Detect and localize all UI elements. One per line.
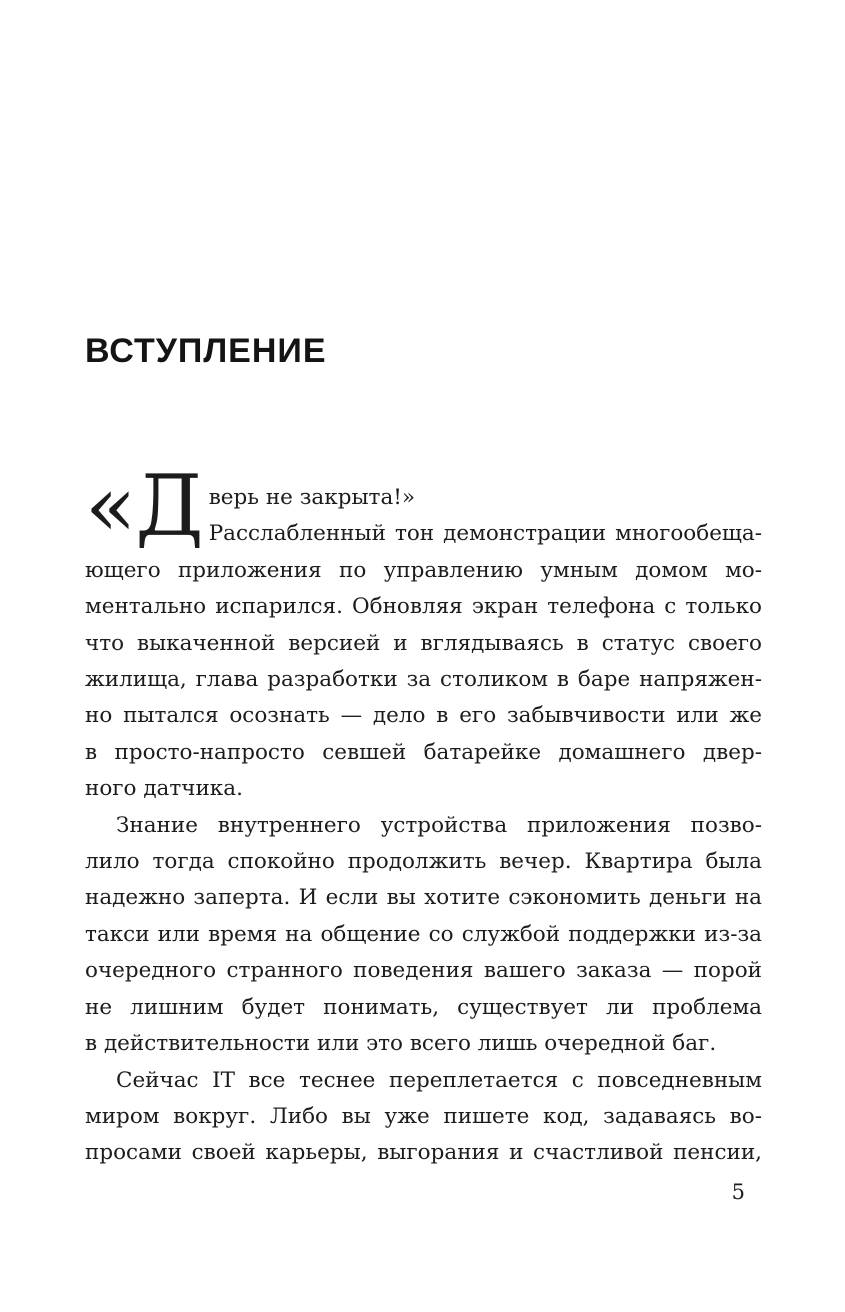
page-content <box>85 333 762 1172</box>
text-line: но пытался осознать — дело в его забывчивости или же <box>85 703 762 729</box>
text-line: Знание внутреннего устройства приложения позво- <box>116 812 762 838</box>
chapter-title: ВСТУПЛЕНИЕ <box>85 332 327 370</box>
text-line: лило тогда спокойно продолжить вечер. Квартира была <box>85 849 762 875</box>
paragraph <box>85 1063 762 1172</box>
page-number: 5 <box>731 1180 745 1204</box>
text-line: в действительности или это всего лишь очередной баг. <box>85 1031 717 1057</box>
text-line: ющего приложения по управлению умным домом мо- <box>85 557 762 583</box>
text-line: Расслабленный тон демонстрации многообеща- <box>208 521 762 547</box>
text-line: ментально испарился. Обновляя экран телефона с только <box>85 594 762 620</box>
body-text <box>85 457 762 1172</box>
text-line: что выкаченной версией и вглядываясь в статус своего <box>85 630 762 656</box>
text-line: не лишним будет понимать, существует ли проблема <box>85 994 762 1020</box>
text-line: верь не закрыта!» <box>208 485 416 510</box>
text-line: в просто-напросто севшей батарейке домашнего двер- <box>85 739 762 765</box>
paragraph <box>85 808 762 1063</box>
paragraph <box>85 457 762 808</box>
text-line: ного датчика. <box>85 776 243 802</box>
text-line: Сейчас IT все теснее переплетается с повседневным <box>116 1067 762 1093</box>
text-line: просами своей карьеры, выгорания и счастливой пенсии, <box>85 1140 762 1166</box>
text-line: очередного странного поведения вашего заказа — порой <box>85 958 762 984</box>
drop-cap: «Д <box>85 457 203 555</box>
text-line: жилища, глава разработки за столиком в баре напряжен- <box>85 667 762 693</box>
text-line: миром вокруг. Либо вы уже пишете код, задаваясь во- <box>85 1103 762 1129</box>
text-line: надежно заперта. И если вы хотите сэкономить деньги на <box>85 885 762 911</box>
text-line: такси или время на общение со службой поддержки из-за <box>85 921 762 947</box>
